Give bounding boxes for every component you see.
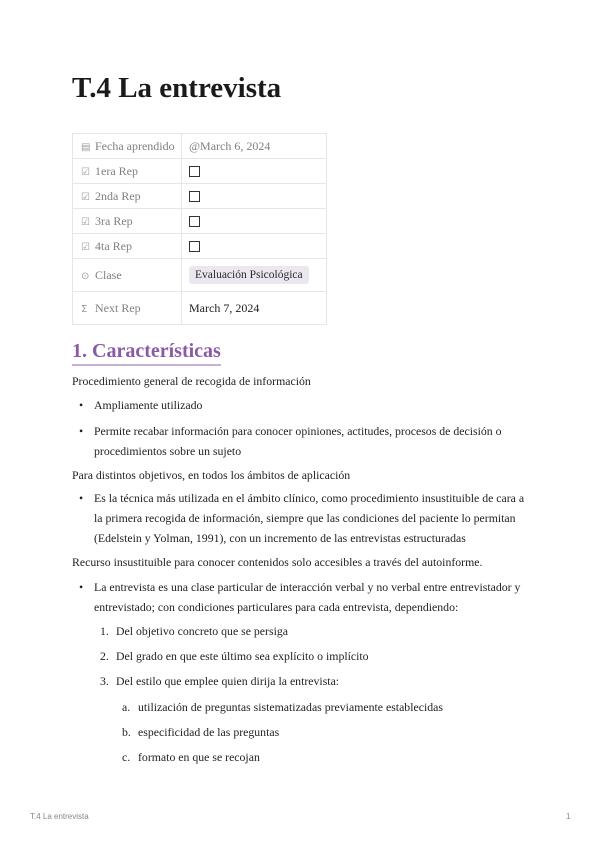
list-item: • Permite recabar información para conocer opiniones, actitudes, procesos de decisión o procedimientos sobre un sujeto [94,421,534,461]
property-row [73,134,327,159]
lettered-item: b. especificidad de las preguntas [122,725,280,739]
class-tag[interactable]: Evaluación Psicológica [189,266,309,284]
checkbox-icon: ☑ [81,191,90,203]
property-row [73,234,327,259]
property-row [73,292,327,325]
checkbox-icon: ☑ [81,216,90,228]
date-value[interactable]: @March 6, 2024 [189,138,271,153]
property-row [73,209,327,234]
property-label: 4ta Rep [95,238,132,253]
checkbox-icon: ☑ [81,166,90,178]
property-label: 2nda Rep [95,188,141,203]
numbered-item: 2. Del grado en que este último sea explícito o implícito [100,649,369,663]
property-label: 3ra Rep [95,213,133,228]
rep-3-checkbox[interactable] [189,216,200,227]
bullet-icon: • [79,491,84,505]
bullet-icon: • [79,580,84,594]
rep-2-checkbox[interactable] [189,191,200,202]
list-item: • Es la técnica más utilizada en el ámbito clínico, como procedimiento insustituible de cara a la primera recogida de información, siempre que las condiciones del paciente lo permitan (Edelstein y Yolman, 1991), con un incremento de las entrevistas estructuradas [94,488,534,548]
rep-4-checkbox[interactable] [189,241,200,252]
rep-1-checkbox[interactable] [189,166,200,177]
property-row [73,184,327,209]
property-row [73,159,327,184]
property-label: Fecha aprendido [95,138,175,153]
lettered-item: c. formato en que se recojan [122,750,260,764]
calendar-icon: ▤ [81,141,91,153]
paragraph: Para distintos objetivos, en todos los ámbitos de aplicación [72,468,351,482]
property-row [73,259,327,292]
property-label: Clase [95,267,122,282]
paragraph: Recurso insustituible para conocer contenidos solo accesibles a través del autoinforme. [72,555,483,569]
bullet-icon: • [79,398,84,412]
next-rep-value: March 7, 2024 [189,300,260,315]
paragraph: Procedimiento general de recogida de información [72,374,311,388]
checkbox-icon: ☑ [81,241,90,253]
page-number: 1 [566,812,571,821]
list-item: • Ampliamente utilizado [94,395,534,415]
page-title: T.4 La entrevista [72,72,282,104]
formula-icon: Σ [81,303,88,315]
property-label: Next Rep [95,300,141,315]
property-label: 1era Rep [95,163,138,178]
select-icon: ⊙ [81,270,90,282]
numbered-item: 1. Del objetivo concreto que se persiga [100,624,288,638]
footer-title: T.4 La entrevista [30,812,89,821]
section-heading: 1. Características [72,340,221,366]
lettered-item: a. utilización de preguntas sistematizadas previamente establecidas [122,700,443,714]
numbered-item: 3. Del estilo que emplee quien dirija la entrevista: [100,674,340,688]
bullet-icon: • [79,424,84,438]
list-item: • La entrevista es una clase particular de interacción verbal y no verbal entre entrevistador y entrevistado; con condiciones particulares para cada entrevista, dependiendo: [94,577,534,617]
properties-table [72,133,327,325]
